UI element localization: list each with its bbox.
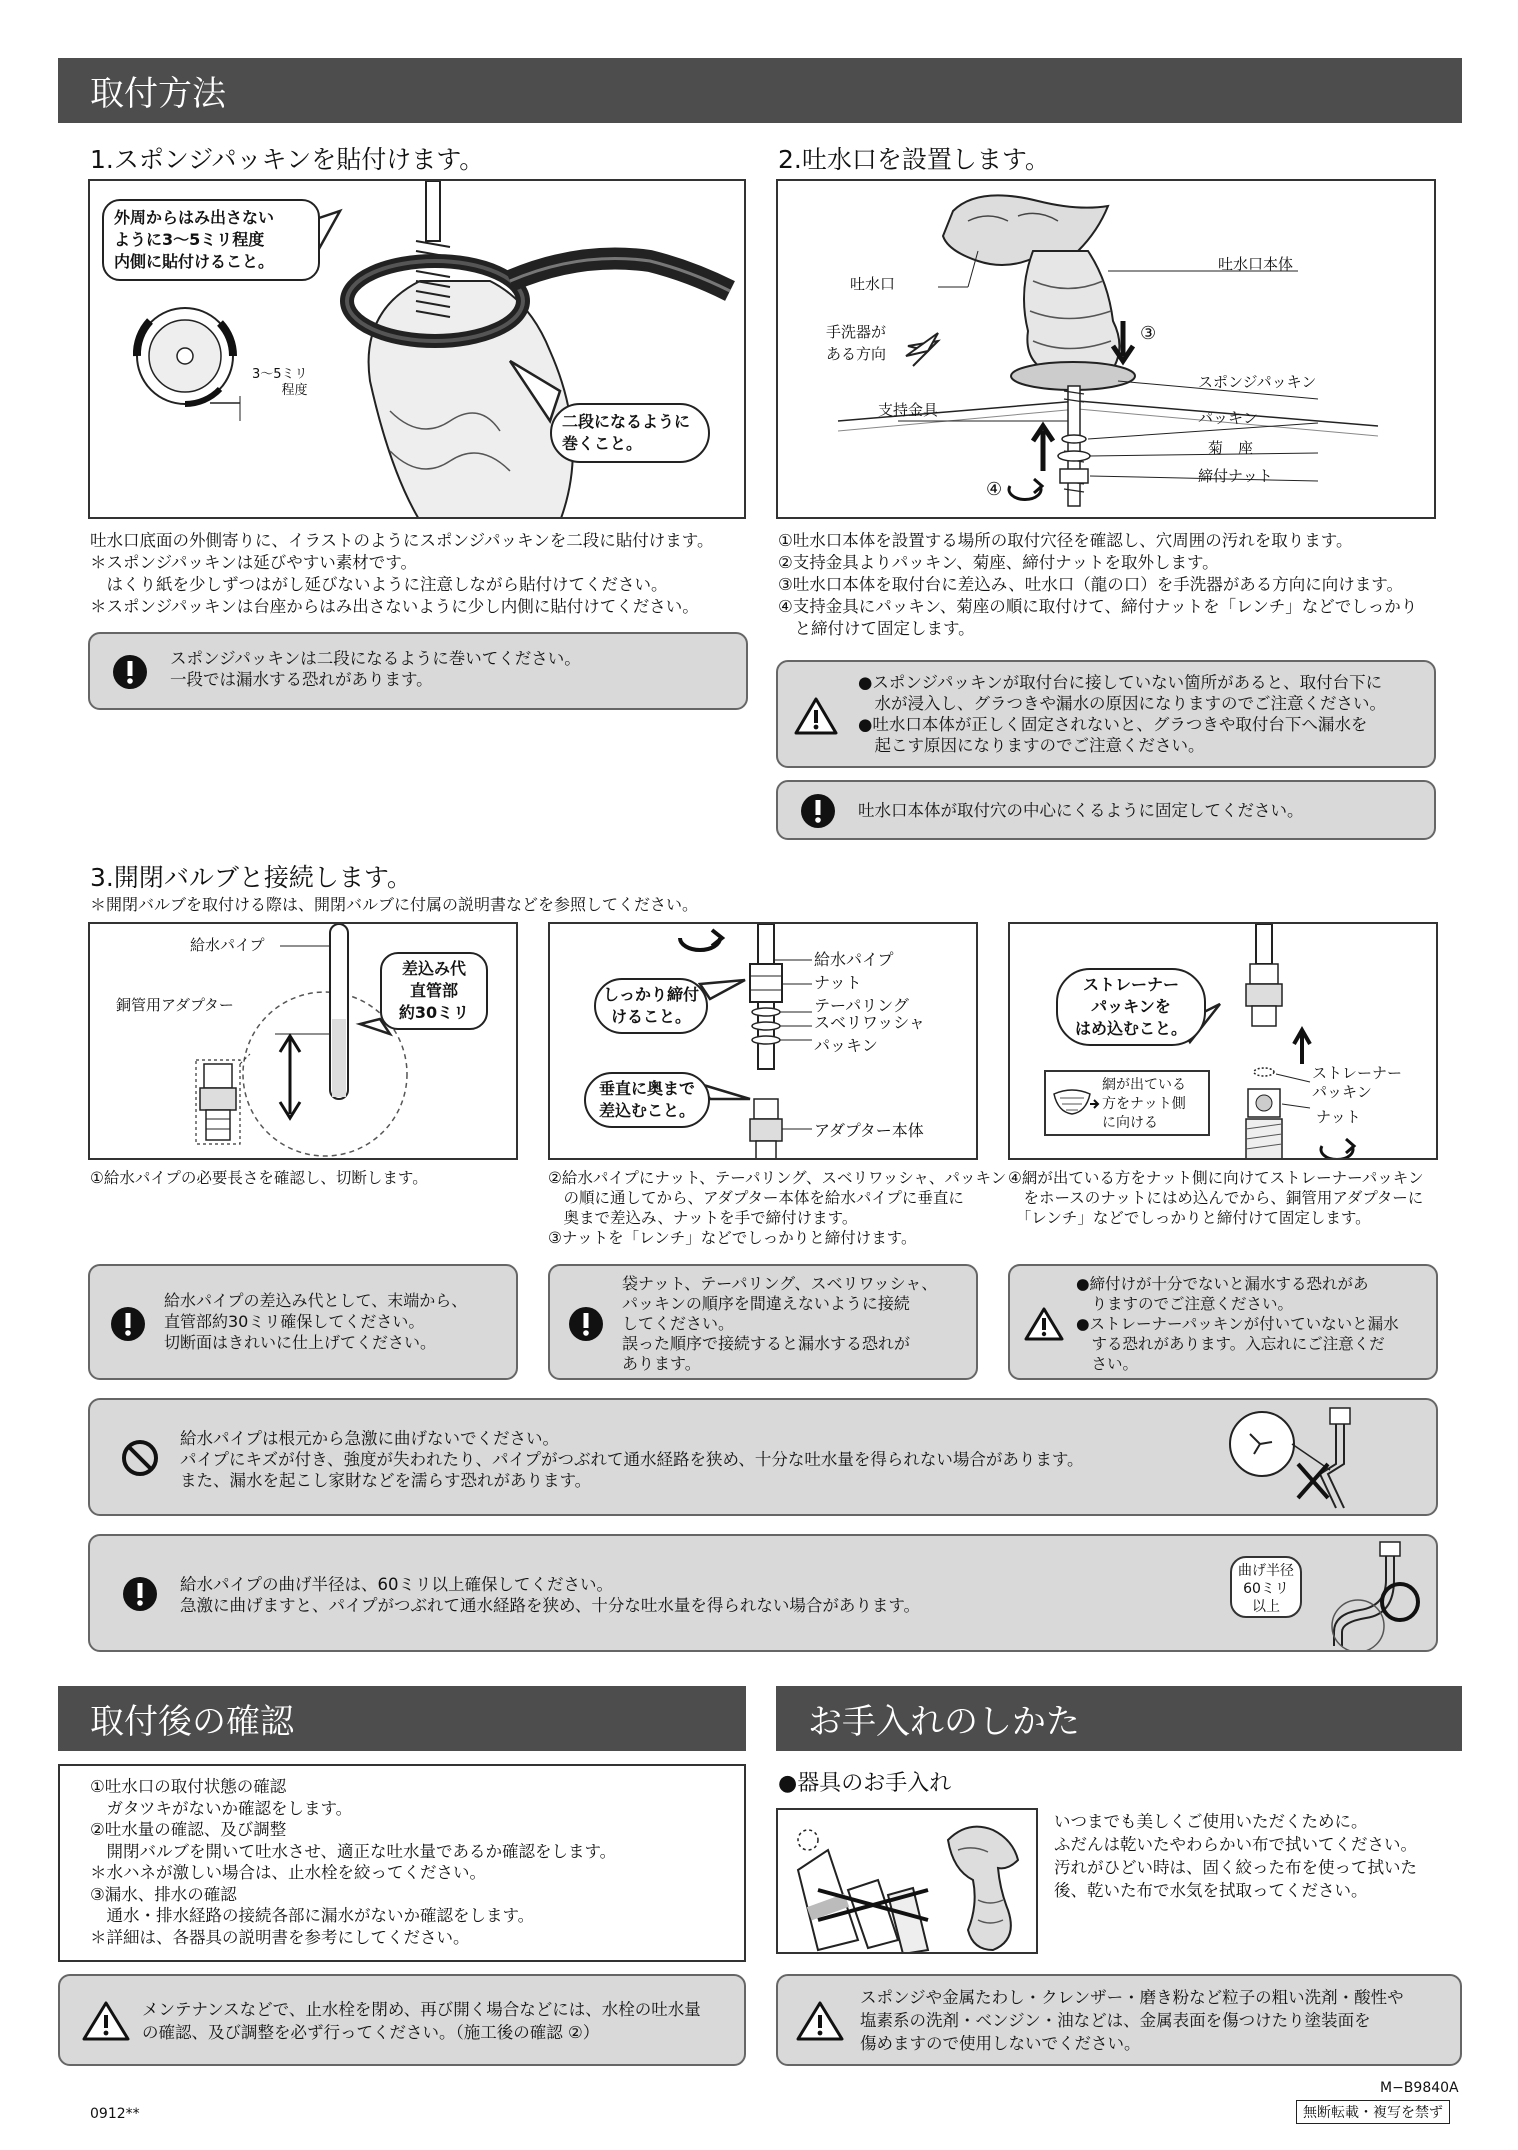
callout-strainer: ストレーナー パッキンを はめ込むこと。 <box>1056 968 1206 1046</box>
cleaning-products-illustration <box>778 1810 1038 1954</box>
step2-figure <box>776 179 1436 519</box>
label-spout-body: 吐水口本体 <box>1218 255 1294 273</box>
label-strainer-packing: ストレーナー パッキン <box>1312 1064 1403 1101</box>
step1-instructions: 吐水口底面の外側寄りに、イラストのようにスポンジパッキンを二段に貼付けます。 ＊スポンジパッキンは延びやすい素材です。 はくり紙を少しずつはがし延びないように注意しながら貼付けてください。 ＊スポンジパッキンは台座からはみ出さないように少し内側に貼付けてください。 <box>90 531 714 616</box>
section-title: 取付方法 <box>90 74 226 114</box>
step2-title: 2.吐水口を設置します。 <box>778 145 1050 174</box>
section-header-care <box>776 1686 1462 1751</box>
step2-caution-note: 吐水口本体が取付穴の中心にくるように固定してください。 <box>776 780 1436 840</box>
check-list-box: ①吐水口の取付状態の確認 ガタツキがないか確認をします。 ②吐水量の確認、及び調整 開閉バルブを開いて吐水させ、適正な吐水量であるか確認をします。 ＊水ハネが激しい場合は、止水栓を絞ってください。 ③漏水、排水の確認 通水・排水経路の接続各部に漏水がないか確認をします。 ＊詳細は、各器具の説明書を参考にしてください。 <box>58 1764 746 1962</box>
label-assembly-list: 給水パイプ ナット テーパリング スベリワッシャ パッキン <box>814 950 925 1055</box>
label-washer: 菊 座 <box>1208 439 1254 457</box>
footer-code: 0912** <box>90 2106 140 2122</box>
label-adapter-body: アダプター本体 <box>814 1121 924 1140</box>
warning-triangle-icon <box>82 2000 130 2042</box>
exclamation-icon <box>112 654 148 690</box>
step2-warning-note: ●スポンジパッキンが取付台に接していない箇所があると、取付台下に 水が浸入し、グラつきや漏水の原因になりますのでご注意ください。 ●吐水口本体が正しく固定されないと、グラつきや取付台下へ漏水を 起こす原因になりますのでご注意ください。 <box>776 660 1436 768</box>
step3-bend-radius-note: 給水パイプの曲げ半径は、60ミリ以上確保してください。 急激に曲げますと、パイプがつぶれて通水経路を狭め、十分な吐水量を得られない場合があります。 曲げ半径 60ミリ 以上 <box>88 1534 1438 1652</box>
step1-figure <box>88 179 746 519</box>
step3-instructions-2: ②給水パイプにナット、テーパリング、スベリワッシャ、パッキン の順に通してから、アダプター本体を給水パイプに垂直に 奥まで差込み、ナットを手で締付けます。 ③ナットを「レンチ」などでしっかりと締付けます。 <box>548 1169 1007 1247</box>
step3-caution-note-1: 給水パイプの差込み代として、末端から、 直管部約30ミリ確保してください。 切断面はきれいに仕上げてください。 <box>88 1264 518 1380</box>
care-warning-note: スポンジや金属たわし・クレンザー・磨き粉など粒子の粗い洗剤・酸性や 塩素系の洗剤・ベンジン・油などは、金属表面を傷つけたり塗装面を 傷めますので使用しないでください。 <box>776 1974 1462 2066</box>
strainer-mesh-icon <box>1050 1086 1100 1126</box>
mesh-direction-box: 網が出ている 方をナット側 に向ける <box>1044 1070 1210 1136</box>
step2-instructions: ①吐水口本体を設置する場所の取付穴径を確認し、穴周囲の汚れを取ります。 ②支持金具よりパッキン、菊座、締付ナットを取外します。 ③吐水口本体を取付台に差込み、吐水口（龍の口）を手洗器がある方向に向けます。 ④支持金具にパッキン、菊座の順に取付けて、締付ナットを「レンチ」などでしっかり と締付けて固定します。 <box>778 531 1418 638</box>
footer-model: M−B9840A <box>1380 2080 1459 2096</box>
callout-insertion: 差込み代 直管部 約30ミリ <box>380 952 488 1030</box>
step3-prohibit-note: 給水パイプは根元から急激に曲げないでください。 パイプにキズが付き、強度が失われたり、パイプがつぶれて通水経路を狭め、十分な吐水量を得られない場合があります。 また、漏水を起こし家財などを濡らす恐れがあります。 <box>88 1398 1438 1516</box>
sharp-bend-illustration <box>1220 1404 1370 1514</box>
label-nut: 締付ナット <box>1198 467 1273 485</box>
care-illustration <box>776 1808 1038 1954</box>
care-instructions: いつまでも美しくご使用いただくために。 ふだんは乾いたやわらかい布で拭いてください。 汚れがひどい時は、固く絞った布を使って拭いた 後、乾いた布で水気を拭取ってください。 <box>1054 1812 1417 1900</box>
check-warning-note: メンテナンスなどで、止水栓を閉め、再び開く場合などには、水栓の吐水量 の確認、及び調整を必ず行ってください。（施工後の確認 ②） <box>58 1974 746 2066</box>
step3-figure-1 <box>88 922 518 1160</box>
section-header-install <box>58 58 1462 123</box>
warning-triangle-icon <box>1024 1306 1064 1342</box>
step3-caution-note-2: 袋ナット、テーパリング、スベリワッシャ、 パッキンの順序を間違えないように接続 してください。 誤った順序で接続すると漏水する恐れが あります。 <box>548 1264 978 1380</box>
label-step-3: ③ <box>1140 323 1157 344</box>
warning-triangle-icon <box>794 696 838 736</box>
label-direction: 手洗器が ある方向 <box>826 323 887 363</box>
exclamation-icon <box>800 793 836 829</box>
label-step-4: ④ <box>986 479 1003 500</box>
callout-outer-edge: 外周からはみ出さない ように3～5ミリ程度 内側に貼付けること。 <box>102 199 320 281</box>
section-title: 取付後の確認 <box>90 1702 294 1742</box>
label-packing: パッキン <box>1198 409 1258 427</box>
footer-copyright: 無断転載・複写を禁ず <box>1296 2100 1450 2124</box>
exclamation-icon <box>122 1576 158 1612</box>
label-nut: ナット <box>1316 1108 1361 1126</box>
section-header-check <box>58 1686 746 1751</box>
step1-caution-note: スポンジパッキンは二段になるように巻いてください。 一段では漏水する恐れがあります。 <box>88 632 748 710</box>
dimension-label: 3～5ミリ 程度 <box>252 367 308 398</box>
label-sponge-packing: スポンジパッキン <box>1198 373 1317 391</box>
step1-title: 1.スポンジパッキンを貼付けます。 <box>90 145 485 174</box>
step3-title: 3.開閉バルブと接続します。 <box>90 863 412 892</box>
step3-instructions-3: ④網が出ている方をナット側に向けてストレーナーパッキン をホースのナットにはめ込んでから、銅管用アダプターに 「レンチ」などでしっかりと締付けて固定します。 <box>1008 1169 1424 1227</box>
label-copper-adapter: 銅管用アダプター <box>116 996 234 1014</box>
step3-figure-3 <box>1008 922 1438 1160</box>
exclamation-icon <box>568 1306 604 1342</box>
care-subtitle: ●器具のお手入れ <box>778 1771 952 1796</box>
prohibited-icon <box>120 1438 160 1478</box>
callout-two-layers: 二段になるように 巻くこと。 <box>550 403 710 463</box>
label-spout: 吐水口 <box>850 275 896 293</box>
step3-figure-2 <box>548 922 978 1160</box>
step3-warning-note-3: ●締付けが十分でないと漏水する恐れがあ りますのでご注意ください。 ●ストレーナーパッキンが付いていないと漏水 する恐れがあります。入忘れにご注意くだ さい。 <box>1008 1264 1438 1380</box>
callout-tighten: しっかり締付 けること。 <box>594 978 708 1034</box>
label-bracket: 支持金具 <box>878 401 939 419</box>
step3-subtitle: ＊開閉バルブを取付ける際は、開閉バルブに付属の説明書などを参照してください。 <box>90 895 699 914</box>
bend-radius-label: 曲げ半径 60ミリ 以上 <box>1230 1556 1302 1618</box>
label-supply-pipe: 給水パイプ <box>190 936 265 954</box>
section-title: お手入れのしかた <box>808 1702 1080 1742</box>
step3-instructions-1: ①給水パイプの必要長さを確認し、切断します。 <box>90 1169 428 1187</box>
callout-insert-vertical: 垂直に奥まで 差込むこと。 <box>584 1072 710 1128</box>
exclamation-icon <box>110 1306 146 1342</box>
bend-radius-illustration <box>1290 1540 1420 1650</box>
warning-triangle-icon <box>796 2000 844 2042</box>
